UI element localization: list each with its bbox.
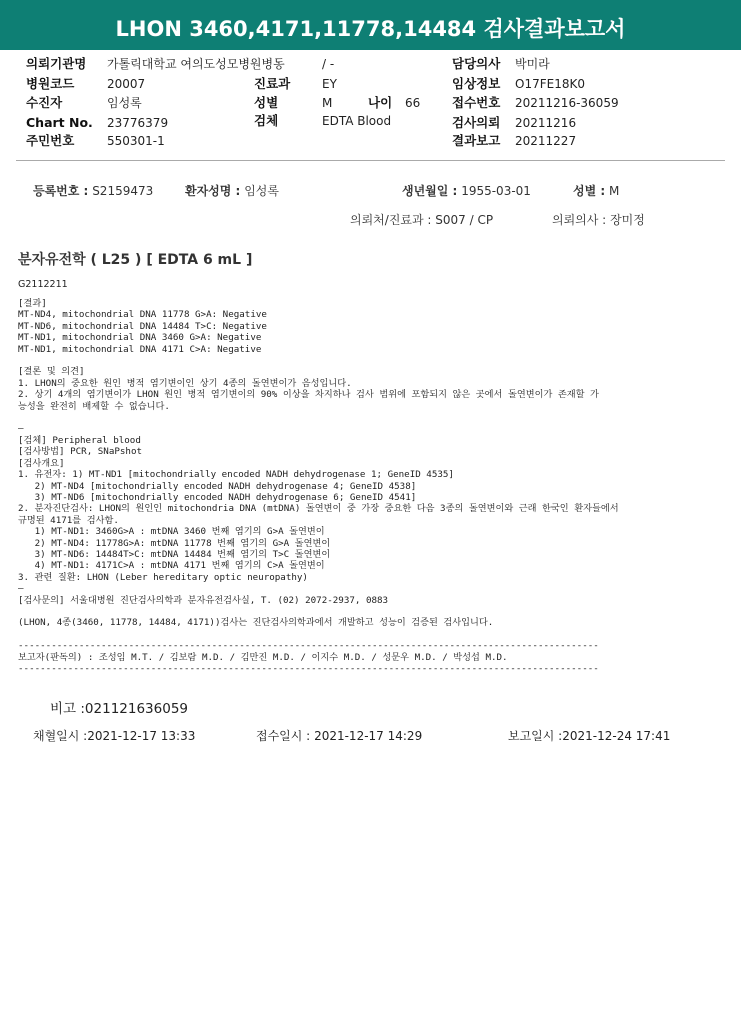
report-line: MT-ND4, mitochondrial DNA 11778 G>A: Negative [18,309,267,321]
header-label-resident-no: 주민번호 [26,133,75,148]
header-value-clinical-info: O17FE18K0 [515,77,585,91]
header-label-attending: 담당의사 [452,56,501,71]
report-line: 2. 상기 4개의 염기변이가 LHON 원인 병적 염기변이의 90% 이상을 차지하나 검사 범위에 포함되지 않은 곳에서 돌연변이가 존재할 가 [18,389,599,401]
header-value-ward: / - [322,57,335,71]
report-line: 1) MT-ND1: 3460G>A : mtDNA 3460 번째 염기의 G>A 돌연변이 [18,526,325,538]
report-line: MT-ND1, mitochondrial DNA 3460 G>A: Negative [18,332,262,344]
header-value-requested: 20211216 [515,116,577,130]
report-line: 2) MT-ND4: 11778G>A: mtDNA 11778 번째 염기의 G>A 돌연변이 [18,537,331,549]
report-body [18,298,733,674]
header-label-hospital-code: 병원코드 [26,76,75,91]
report-line: 보고자(판독의) : 조성임 M.T. / 김보람 M.D. / 김만진 M.D. / 이지수 M.D. / 성문우 M.D. / 박성섭 M.D. [18,651,508,663]
patient-name: 환자성명 : 임성록 [185,184,279,198]
reg-no: 등록번호 : S2159473 [33,184,154,198]
report-line: --------------------------------------------------------------------------------------------------------- [18,640,599,652]
header-label-receipt-no: 접수번호 [452,95,501,110]
specimen-id: G2112211 [18,279,68,290]
report-line: --------------------------------------------------------------------------------------------------------- [18,663,599,674]
report-line: 3) MT-ND6 [mitochondrially encoded NADH dehydrogenase 6; GeneID 4541] [18,491,417,503]
report-line: 규명된 4171를 검사함. [18,514,119,526]
header-value-hospital-code: 20007 [107,77,146,91]
header-value-attending: 박미라 [515,57,550,71]
remark: 비고 :021121636059 [50,701,188,717]
date-of-birth: 생년월일 : 1955-03-01 [402,184,531,198]
report-line: 1. LHON의 중요한 원인 병적 염기변이인 상기 4종의 돌연변이가 음성입니다. [18,377,352,389]
header-label-clinical-info: 임상정보 [452,76,501,91]
report-line: [결과] [18,298,47,309]
report-line: — [18,423,24,435]
header-label-requested: 검사의뢰 [452,115,501,130]
report-line: — [18,583,24,595]
report-line: 2) MT-ND4 [mitochondrially encoded NADH dehydrogenase 4; GeneID 4538] [18,480,417,492]
report-line: [검사개요] [18,457,65,469]
header-value-chart-no: 23776379 [107,116,169,130]
report-line: 3) MT-ND6: 14484T>C: mtDNA 14484 번째 염기의 T>C 돌연변이 [18,548,331,560]
report-line: 1. 유전자: 1) MT-ND1 [mitochondrially encoded NADH dehydrogenase 1; GeneID 4535] [18,469,454,481]
header-label-sex: 성별 [254,95,279,110]
report-line: 3. 관련 질환: LHON (Leber hereditary optic neuropathy) [18,571,308,583]
header-label-chart-no: Chart No. [26,115,93,130]
header-label-department: 진료과 [254,76,291,91]
report-line: [검체] Peripheral blood [18,434,141,446]
header-value-patient: 임성록 [107,96,142,110]
report-line: 2. 분자진단검사: LHON의 원인인 mitochondria DNA (mtDNA) 돌연변이 중 가장 중요한 다음 3종의 돌연변이와 근래 한국인 환자들에서 [18,503,619,515]
patient-sex: 성별 : M [573,184,620,198]
report-line: 4) MT-ND1: 4171C>A : mtDNA 4171 번째 염기의 C>A 돌연변이 [18,560,325,572]
header-divider [16,160,725,161]
report-title: LHON 3460,4171,11778,14484 검사결과보고서 [0,0,741,50]
header-value-institution: 가톨릭대학교 여의도성모병원병동 [107,57,285,71]
header-value-department: EY [322,77,337,91]
report-time: 보고일시 :2021-12-24 17:41 [508,729,671,743]
header-label-age: 나이 [368,95,393,110]
report-line: [검사문의] 서울대병원 진단검사의학과 분자유전검사실, T. (02) 2072-2937, 0883 [18,594,389,606]
header-value-resident-no: 550301-1 [107,134,165,148]
report-line: [결론 및 의견] [18,366,85,378]
receipt-time: 접수일시 : 2021-12-17 14:29 [256,729,423,743]
header-value-age: 66 [405,96,421,110]
header-value-sex: M [322,96,333,110]
header-label-institution: 의뢰기관명 [26,56,87,71]
report-line: MT-ND1, mitochondrial DNA 4171 C>A: Negative [18,343,262,355]
report-line: 능성을 완전히 배제할 수 없습니다. [18,400,170,412]
header-label-reported: 결과보고 [452,133,501,148]
referring-doctor: 의뢰의사 : 장미정 [552,213,645,227]
header-value-reported: 20211227 [515,134,577,148]
report-line: [검사방법] PCR, SNaPshot [18,446,143,458]
collection-time: 채혈일시 :2021-12-17 13:33 [33,729,196,743]
header-value-receipt-no: 20211216-36059 [515,96,619,110]
header-label-specimen: 검체 [254,113,279,128]
section-title: 분자유전학 ( L25 ) [ EDTA 6 mL ] [18,252,253,268]
header-value-specimen: EDTA Blood [322,114,392,128]
header-label-patient: 수진자 [26,95,63,110]
report-line: (LHON, 4종(3460, 11778, 14484, 4171))검사는 진단검사의학과에서 개발하고 성능이 검증된 검사입니다. [18,617,494,629]
referring-dept: 의뢰처/진료과 : S007 / CP [350,213,494,227]
report-line: MT-ND6, mitochondrial DNA 14484 T>C: Negative [18,320,267,332]
